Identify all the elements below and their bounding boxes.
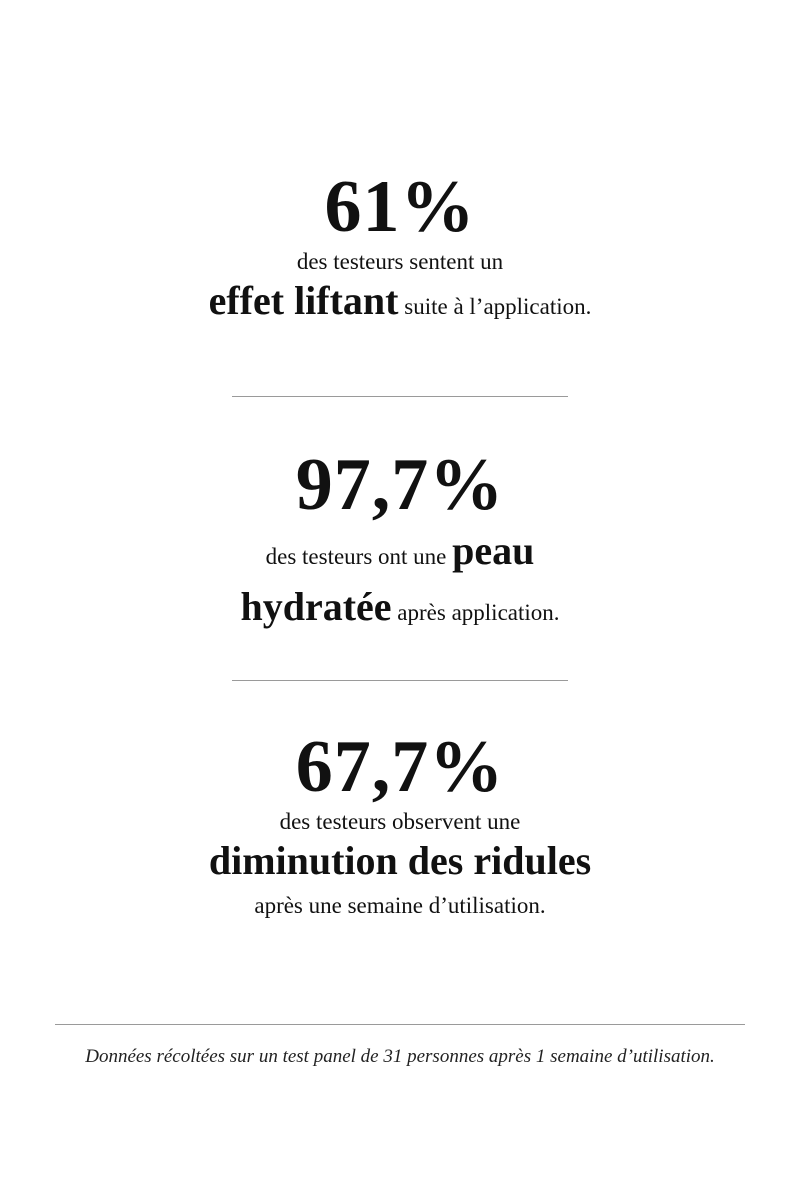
stat-line: des testeurs sentent un xyxy=(296,249,504,274)
divider xyxy=(232,396,568,397)
footnote: Données récoltées sur un test panel de 31 personnes après 1 semaine d’utilisation. xyxy=(85,1046,715,1067)
stat-block-3 xyxy=(0,726,800,919)
stat-line-rest: suite à l’application. xyxy=(398,293,592,319)
stat-block-2 xyxy=(0,444,800,638)
stat-highlight: hydratée xyxy=(240,584,392,629)
stat-highlight-line xyxy=(0,276,800,332)
footer-divider xyxy=(55,1024,745,1025)
stat-percent: 67,7% xyxy=(295,726,505,808)
stat-highlight: diminution des ridules xyxy=(208,837,592,883)
stat-line: après une semaine d’utilisation. xyxy=(254,892,546,918)
stat-block-1 xyxy=(0,166,800,332)
stat-highlight: effet liftant xyxy=(208,277,399,323)
stat-line-rest: après application. xyxy=(391,600,560,625)
stat-highlight-line xyxy=(0,582,800,638)
stat-percent: 61% xyxy=(324,166,476,248)
stat-line: des testeurs ont une xyxy=(265,544,453,569)
stat-highlight-line xyxy=(0,836,800,892)
stat-highlight-line xyxy=(0,526,800,582)
divider xyxy=(232,680,568,681)
stat-line: des testeurs observent une xyxy=(279,809,521,834)
stat-highlight: peau xyxy=(452,528,535,573)
stat-percent: 97,7% xyxy=(295,444,505,526)
